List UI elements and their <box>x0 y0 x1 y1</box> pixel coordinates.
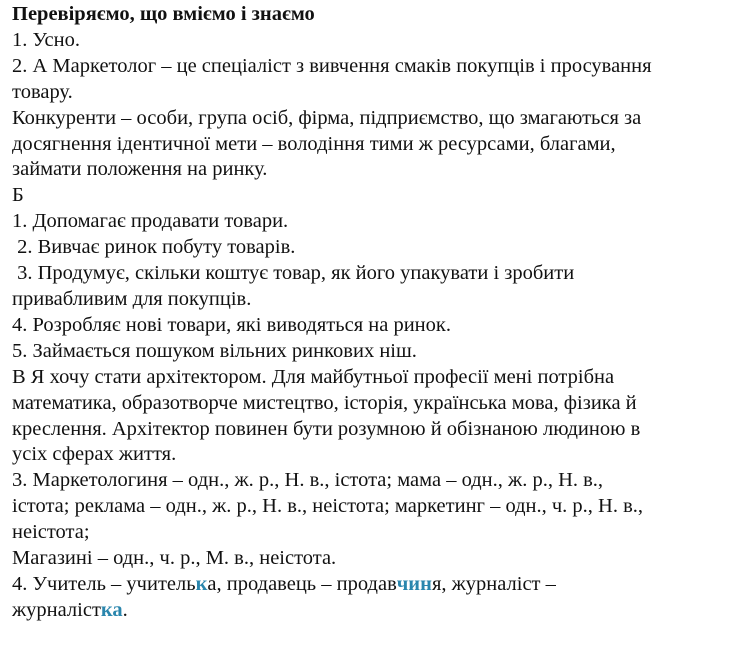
highlighted-suffix: чин <box>396 572 432 595</box>
text: 4. Учитель – учитель <box>12 572 196 595</box>
text-line: істота; реклама – одн., ж. р., Н. в., неістота; маркетинг – одн., ч. р., Н. в., <box>12 495 644 518</box>
text-line: 1. Допомагає продавати товари. <box>12 210 289 233</box>
text-line: 3. Продумує, скільки коштує товар, як його упакувати і зробити <box>12 262 575 285</box>
text-line: 2. Вивчає ринок побуту товарів. <box>12 236 296 259</box>
text: журналіст <box>12 598 101 621</box>
text-line: займати положення на ринку. <box>12 158 268 181</box>
text-line: 4. Розробляє нові товари, які виводяться на ринок. <box>12 313 451 336</box>
text: . <box>122 598 128 621</box>
text-line: неістота; <box>12 521 90 544</box>
document <box>12 2 652 624</box>
text-line: товару. <box>12 80 73 103</box>
text-line: В Я хочу стати архітектором. Для майбутньої професії мені потрібна <box>12 365 615 388</box>
text-line: 2. А Маркетолог – це спеціаліст з вивчення смаків покупців і просування <box>12 54 652 77</box>
text-line: Магазині – одн., ч. р., М. в., неістота. <box>12 547 337 570</box>
text-line: креслення. Архітектор повинен бути розумною й обізнаною людиною в <box>12 417 641 440</box>
text-line: Конкуренти – особи, група осіб, фірма, підприємство, що змагаються за <box>12 106 642 129</box>
text-line: математика, образотворче мистецтво, історія, українська мова, фізика й <box>12 391 637 414</box>
task4-line-1 <box>12 572 652 598</box>
text-line: усіх сферах життя. <box>12 443 177 466</box>
text-line: 5. Займається пошуком вільних ринкових ніш. <box>12 339 417 362</box>
text-line: досягнення ідентичної мети – володіння тими ж ресурсами, благами, <box>12 132 616 155</box>
text-line: 3. Маркетологиня – одн., ж. р., Н. в., істота; мама – одн., ж. р., Н. в., <box>12 469 604 492</box>
answer-lines <box>12 28 652 572</box>
text: а, продавець – продав <box>207 572 397 595</box>
text-line: 1. Усно. <box>12 28 80 51</box>
text-line: Б <box>12 184 24 207</box>
highlighted-suffix: ка <box>100 598 123 621</box>
text-line: привабливим для покупців. <box>12 287 252 310</box>
section-title: Перевіряємо, що вміємо і знаємо <box>12 3 315 25</box>
task4-line-2 <box>12 598 652 624</box>
text: я, журналіст – <box>431 572 556 595</box>
highlighted-suffix: к <box>195 572 208 595</box>
